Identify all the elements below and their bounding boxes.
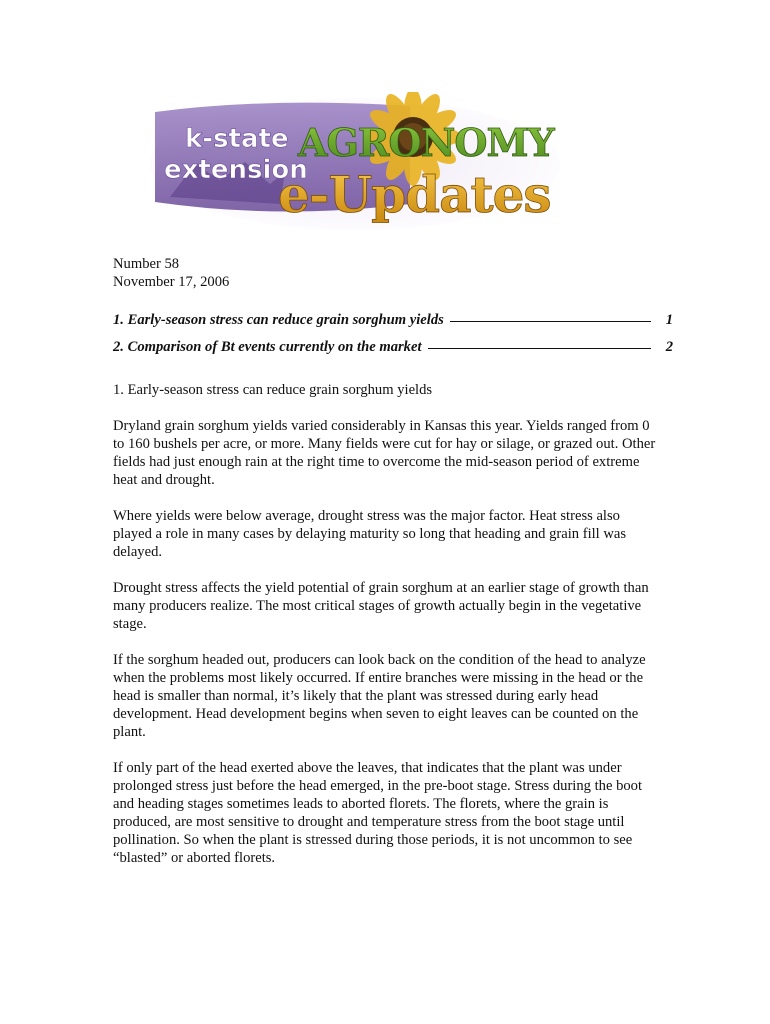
- toc-entry[interactable]: [113, 311, 673, 329]
- document-body: [113, 255, 673, 867]
- table-of-contents: [113, 311, 673, 356]
- agronomy-eupdates-banner: [150, 92, 560, 232]
- issue-date: November 17, 2006: [113, 274, 230, 290]
- banner-logo: [150, 92, 560, 232]
- toc-leader-line: [450, 321, 651, 322]
- toc-entry-page: 1: [665, 312, 673, 328]
- issue-number: Number 58: [113, 256, 180, 272]
- agronomy-wordmark: AGRONOMY: [298, 120, 554, 165]
- toc-entry[interactable]: [113, 338, 673, 356]
- kstate-label: k-state: [185, 124, 289, 154]
- article-heading: 1. Early-season stress can reduce grain sorghum yields: [113, 382, 433, 398]
- extension-label: extension: [164, 155, 308, 185]
- article-paragraph: Dryland grain sorghum yields varied considerably in Kansas this year. Yields ranged from 0 to 160 bushels per acre, or more. Many fields were cut for hay or silage, or grazed out. Other fields had just enough rain at the right time to overcome the mid-season period of extreme heat and drought.: [113, 418, 656, 488]
- article-paragraph: If only part of the head exerted above the leaves, that indicates that the plant was under prolonged stress just before the head emerged, in the pre-boot stage. Stress during the boot and heading stages sometimes leads to aborted florets. The florets, where the grain is produced, are most sensitive to drought and temperature stress from the boot stage until pollination. So when the plant is stressed during those periods, it is not uncommon to see “blasted” or aborted florets.: [113, 760, 643, 866]
- toc-entry-title: 1. Early-season stress can reduce grain sorghum yields: [113, 312, 444, 328]
- article-paragraph: Drought stress affects the yield potential of grain sorghum at an earlier stage of growth than many producers realize. The most critical stages of growth actually begin in the vegetative stage.: [113, 580, 649, 632]
- eupdates-wordmark: e-Updates: [278, 165, 551, 224]
- toc-leader-line: [428, 348, 651, 349]
- toc-entry-page: 2: [665, 339, 673, 355]
- article-paragraph: Where yields were below average, drought stress was the major factor. Heat stress also played a role in many cases by delaying maturity so long that heading and grain fill was delayed.: [113, 508, 627, 560]
- toc-entry-title: 2. Comparison of Bt events currently on the market: [113, 339, 422, 355]
- article-paragraph: If the sorghum headed out, producers can look back on the condition of the head to analyze when the problems most likely occurred. If entire branches were missing in the head or the head is smaller than normal, it’s likely that the plant was stressed during early head development. Head development begins when seven to eight leaves can be counted on the plant.: [113, 652, 646, 740]
